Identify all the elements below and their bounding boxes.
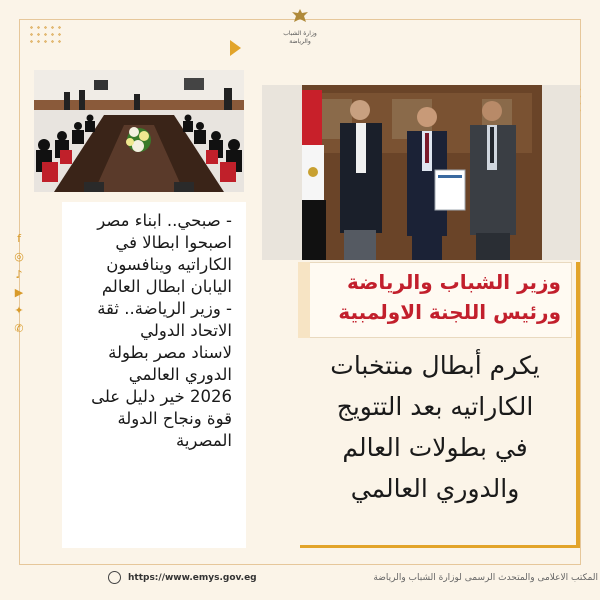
ministry-emblem xyxy=(282,8,318,45)
body-line: المصرية xyxy=(175,431,232,450)
body-line: الاتحاد الدولي xyxy=(140,321,232,340)
body-line: قوة ونجاح الدولة xyxy=(117,409,232,428)
headline-line: الكاراتيه بعد التتويج xyxy=(336,392,534,421)
whatsapp-icon[interactable]: ✆ xyxy=(14,322,24,335)
title-box xyxy=(298,262,572,338)
title-line-1: وزير الشباب والرياضة xyxy=(346,270,561,294)
globe-icon xyxy=(108,571,121,584)
body-text-box xyxy=(62,202,246,548)
honoring-photo xyxy=(262,85,580,260)
headline xyxy=(300,345,570,541)
emblem-label: وزارة الشباب والرياضة xyxy=(283,30,317,45)
website-link[interactable]: https://www.emys.gov.eg xyxy=(128,573,257,583)
body-line: الدوري العالمي xyxy=(128,365,232,384)
footer xyxy=(108,571,598,589)
play-arrow-icon xyxy=(230,40,241,56)
decorative-dots xyxy=(28,24,62,44)
accent-bar xyxy=(300,545,580,548)
accent-bar xyxy=(576,262,580,548)
headline-line: والدوري العالمي xyxy=(350,474,520,503)
body-line: اليابان ابطال العالم xyxy=(101,277,232,296)
youtube-icon[interactable]: ▶ xyxy=(14,286,24,299)
body-line: 2026 خير دليل على xyxy=(91,387,232,406)
body-line: الكاراتيه وينافسون xyxy=(106,255,232,274)
eagle-icon xyxy=(290,8,310,26)
headline-line: يكرم أبطال منتخبات xyxy=(330,351,540,380)
body-line: اصبحوا ابطالا في xyxy=(115,233,232,252)
headline-line: في بطولات العالم xyxy=(342,433,528,462)
tiktok-icon[interactable]: ♪ xyxy=(15,268,23,281)
instagram-icon[interactable]: ◎ xyxy=(14,250,24,263)
facebook-icon[interactable]: f xyxy=(17,232,21,245)
twitter-icon[interactable]: ✦ xyxy=(14,304,24,317)
title-line-2: ورئيس اللجنة الاولمبية xyxy=(338,300,561,324)
title-accent xyxy=(298,262,310,338)
meeting-photo xyxy=(34,70,244,192)
office-label: المكتب الاعلامى والمتحدث الرسمى لوزارة الشباب والرياضة xyxy=(373,573,598,583)
body-line: لاسناد مصر بطولة xyxy=(108,343,232,362)
body-line: - وزير الرياضة.. ثقة xyxy=(97,299,232,318)
body-line: - صبحي.. ابناء مصر xyxy=(97,211,232,230)
social-icons xyxy=(12,232,26,340)
